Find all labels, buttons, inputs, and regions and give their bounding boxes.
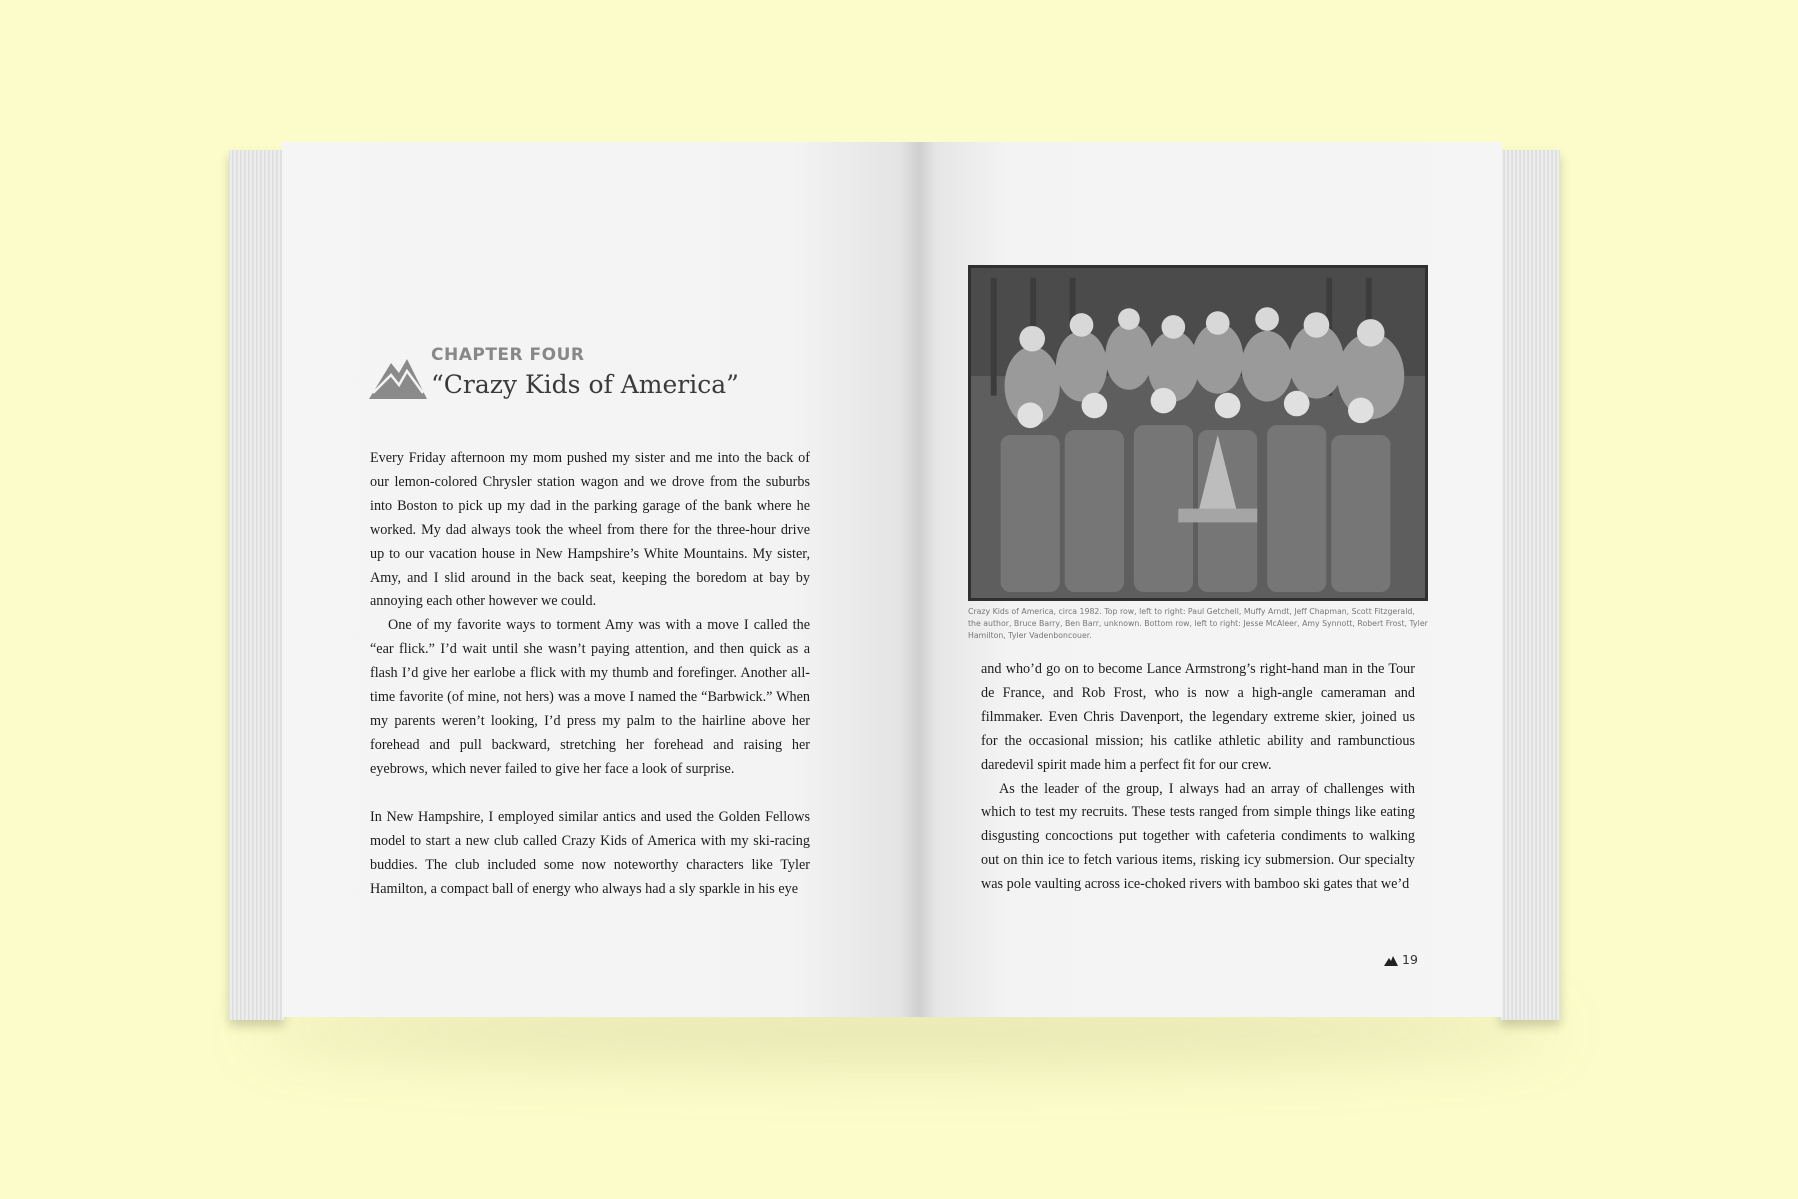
page-edges-right (1500, 150, 1560, 1020)
right-body-text (981, 658, 1415, 897)
mountain-icon (369, 353, 429, 401)
paragraph: In New Hampshire, I employed similar antics and used the Golden Fellows model to start a new club called Crazy Kids of America with my ski-racing buddies. The club included some now noteworthy characters like Tyler Hamilton, a compact ball of energy who always had a sly sparkle in his eye (370, 809, 810, 897)
photo-caption: Crazy Kids of America, circa 1982. Top row, left to right: Paul Getchell, Muffy Arndt, Jeff Chapman, Scott Fitzgerald, the author, Bruce Barry, Ben Barr, unknown. Bottom row, left to right: Jesse McAleer, Amy Synnott, Robert Frost, Tyler Hamilton, Tyler Vadenboncouer. (968, 607, 1428, 640)
paragraph: Every Friday afternoon my mom pushed my sister and me into the back of our lemon-colored Chrysler station wagon and we drove from the suburbs into Boston to pick up my dad in the parking garage of the bank where he worked. My dad always took the wheel from there for the three-hour drive up to our vacation house in New Hampshire’s White Mountains. My sister, Amy, and I slid around in the back seat, keeping the boredom at bay by annoying each other however we could. (370, 450, 810, 610)
paragraph: One of my favorite ways to torment Amy was with a move I called the “ear flick.” I’d wait until she wasn’t paying attention, and then quick as a flash I’d give her earlobe a flick with my thumb and forefinger. Another all-time favorite (of mine, not hers) was a move I named the “Barbwick.” When my parents weren’t looking, I’d press my palm to the hairline above her forehead and pull backward, stretching her forehead and raising her eyebrows, which never failed to give her face a look of surprise. (370, 617, 810, 777)
chapter-heading (369, 343, 829, 413)
chapter-title: “Crazy Kids of America” (431, 370, 739, 399)
mountain-icon (1384, 956, 1398, 966)
page-edges-left (229, 150, 284, 1020)
paragraph: and who’d go on to become Lance Armstrong’s right-hand man in the Tour de France, and Rob Frost, who is now a high-angle cameraman and filmmaker. Even Chris Davenport, the legendary extreme skier, joined us for the occasional mission; his catlike athletic ability and rambunctious daredevil spirit made him a perfect fit for our crew. (981, 661, 1415, 773)
chapter-label: CHAPTER FOUR (431, 345, 585, 365)
group-photo (968, 265, 1428, 601)
page-number: 19 (1402, 952, 1418, 967)
left-body-text-section-2 (370, 806, 810, 902)
paragraph: As the leader of the group, I always had an array of challenges with which to test my recruits. These tests ranged from simple things like eating disgusting concoctions put together with cafeteria condiments to walking out on thin ice to fetch various items, risking icy submersion. Our specialty was pole vaulting across ice-choked rivers with bamboo ski gates that we’d (981, 780, 1415, 893)
page-folio (1384, 952, 1424, 970)
left-body-text (370, 447, 810, 782)
